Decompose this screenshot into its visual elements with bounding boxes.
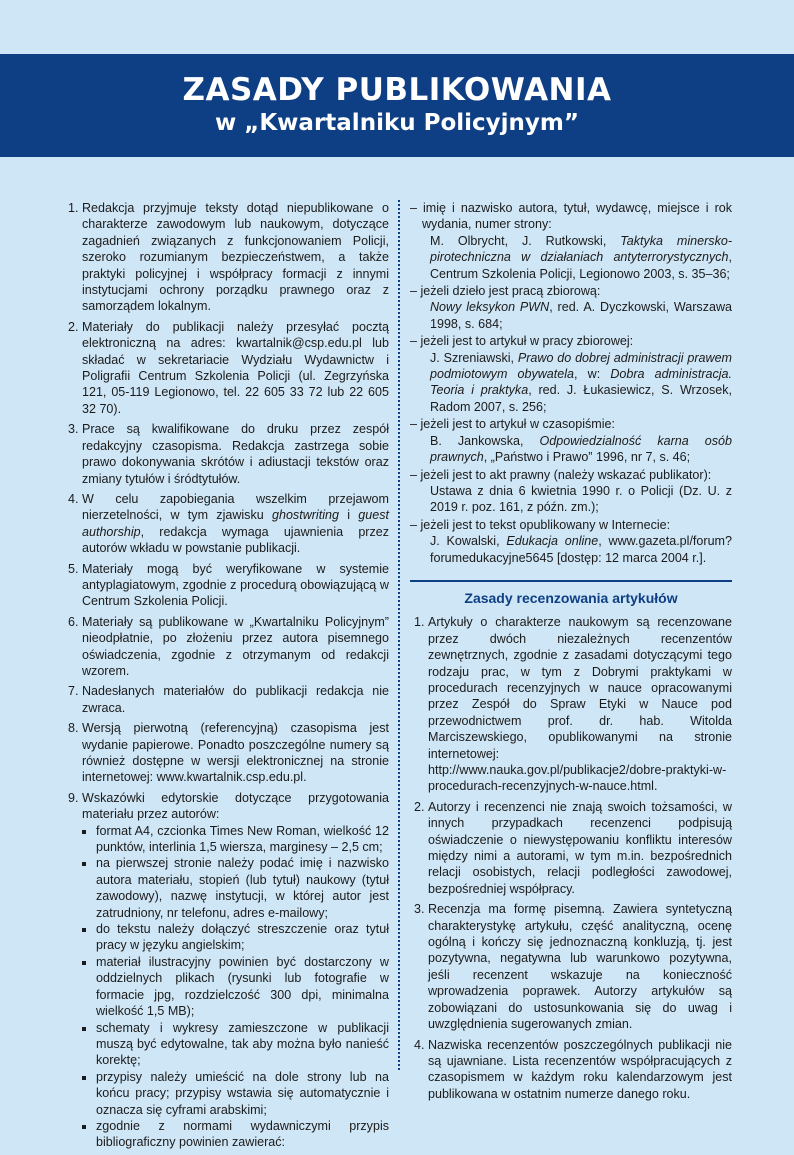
page-subtitle: w „Kwartalniku Policyjnym” xyxy=(214,110,580,136)
citation-example: J. Szreniawski, Prawo do dobrej administracji prawem podmiotowym obywatela, w: Dobra administracja. Teoria i praktyka, red. J. Łukasiewicz, S. Wrzosek, Radom 2007, s. 256; xyxy=(430,350,733,414)
guideline-item: ▪ przypisy należy umieścić na dole strony lub na końcu pracy; przypisy wstawia się automatycznie i oznacza się cyframi arabskimi; xyxy=(96,1069,389,1118)
column-divider xyxy=(398,200,400,1070)
citation-example: B. Jankowska, Odpowiedzialność karna osób prawnych, „Państwo i Prawo” 1996, nr 7, s. 46; xyxy=(430,433,732,465)
rule-text: W celu zapobiegania wszelkim przejawom nierzetelności, w tym zjawisku xyxy=(82,491,389,523)
rule-item xyxy=(82,790,389,1151)
guideline-item: ▪ na pierwszej stronie należy podać imię i nazwisko autora materiału, stopień (lub tytuł) naukowy (tytuł zawodowy), nazwę instytucji, w której autor jest zatrudniony, nr telefonu, adres e-mailowy; xyxy=(96,855,389,921)
publishing-rules-list xyxy=(62,200,389,1151)
rule-term: ghostwriting xyxy=(272,508,339,523)
citation-item xyxy=(410,200,732,282)
rule-item: 5. Materiały mogą być weryfikowane w systemie antyplagiatowym, zgodnie z procedurą obowiązującą w Centrum Szkolenia Policji. xyxy=(82,561,389,610)
review-section-title: Zasady recenzowania artykułów xyxy=(464,589,678,606)
page-title: ZASADY PUBLIKOWANIA xyxy=(182,72,612,108)
citation-item xyxy=(410,416,732,465)
rule-term: guest authorship xyxy=(82,508,389,539)
citation-examples-list xyxy=(410,200,732,566)
right-column xyxy=(410,200,732,1106)
rule-item: 1. Redakcja przyjmuje teksty dotąd niepublikowane o charakterze zawodowym lub naukowym, dotyczące zagadnień związanych z funkcjonowaniem Policji, szeroko rozumianym bezpieczeństwem, a także praktyki policyjnej i współpracy formacji z innymi instytucjami ochrony porządku prawnego oraz z samorządem lokalnym. xyxy=(82,200,389,315)
rule-text: i xyxy=(338,508,359,523)
citation-label: – jeżeli jest to akt prawny (należy wskazać publikator): xyxy=(410,467,712,482)
citation-label: – imię i nazwisko autora, tytuł, wydawcę, miejsce i rok wydania, numer strony: xyxy=(410,201,732,232)
citation-label: – jeżeli jest to tekst opublikowany w Internecie: xyxy=(410,517,671,532)
citation-item xyxy=(410,283,732,332)
review-item: 3. Recenzja ma formę pisemną. Zawiera syntetyczną charakterystykę artykułu, część analityczną, ocenę ogólną i kończy się jednoznaczną konkluzją, tj. jest pozytywna, negatywna lub warunkowo pozytywna, jeśli recenzent wskazuje na konieczność wprowadzenia poprawek. Autorzy artykułów są zobowiązani do ustosunkowania się do uwag i uwzględnienia sugerowanych zmian. xyxy=(428,901,732,1032)
guideline-item: ▪ do tekstu należy dołączyć streszczenie oraz tytuł pracy w języku angielskim; xyxy=(96,921,389,954)
rule-item: 8. Wersją pierwotną (referencyjną) czasopisma jest wydanie papierowe. Ponadto poszczególne numery są również dostępne w wersji elektronicznej na stronie internetowej: www.kwartalnik.csp.edu.pl. xyxy=(82,720,389,786)
rule-item: 2. Materiały do publikacji należy przesyłać pocztą elektroniczną na adres: kwartalnik@csp.edu.pl lub składać w sekretariacie Wydziału Wydawnictw i Poligrafii Centrum Szkolenia Policji (ul. Zegrzyńska 121, 05-119 Legionowo, tel. 22 605 33 72 lub 22 605 32 70). xyxy=(82,319,389,417)
guideline-item: ▪ format A4, czcionka Times New Roman, wielkość 12 punktów, interlinia 1,5 wiersza, marginesy – 2,5 cm; xyxy=(96,823,389,856)
citation-item xyxy=(410,467,732,516)
citation-example: Ustawa z dnia 6 kwietnia 1990 r. o Policji (Dz. U. z 2019 r. poz. 161, z późn. zm.); xyxy=(430,483,732,515)
review-item: 1. Artykuły o charakterze naukowym są recenzowane przez dwóch niezależnych recenzentów zewnętrznych, zgodnie z zasadami dotyczącymi tego rodzaju prac, w tym z Dobrymi praktykami w procedurach recenzyjnych w nauce opracowanymi przez Zespół do Spraw Etyki w Nauce pod przewodnictwem prof. dr. hab. Witolda Marciszewskiego, opublikowanymi na stronie internetowej: http://www.nauka.gov.pl/publikacje2/dobre-praktyki-w-procedurach-recenzyjnych-w-nauce.html. xyxy=(428,614,732,794)
guideline-item: ▪ materiał ilustracyjny powinien być dostarczony w oddzielnych plikach (rysunki lub fotografie w formacie jpg, rozdzielczość 300 dpi, minimalna wielkość 1,5 MB); xyxy=(96,954,389,1020)
left-column xyxy=(62,200,389,1155)
citation-item xyxy=(410,517,732,566)
citation-example: M. Olbrycht, J. Rutkowski, Taktyka minersko-pirotechniczna w działaniach antyterrorystycznych, Centrum Szkolenia Policji, Legionowo 2003, s. 35–36; xyxy=(430,233,733,281)
rule-item: 3. Prace są kwalifikowane do druku przez zespół redakcyjny czasopisma. Redakcja zastrzega sobie prawo dokonywania skrótów i adiustacji tekstów oraz zmiany tytułów i śródtytułów. xyxy=(82,421,389,487)
citation-label: – jeżeli dzieło jest pracą zbiorową: xyxy=(410,284,601,299)
review-rules-list xyxy=(410,614,732,1102)
section-rule xyxy=(410,580,732,582)
citation-example: J. Kowalski, Edukacja online, www.gazeta.pl/forum?forumedukacyjne5645 [dostęp: 12 marca 2004 r.]. xyxy=(430,534,732,565)
citation-label: – jeżeli jest to artykuł w czasopiśmie: xyxy=(410,417,616,432)
citation-item xyxy=(410,333,732,415)
guideline-item: ▪ schematy i wykresy zamieszczone w publikacji muszą być edytowalne, tak aby można było nanieść korektę; xyxy=(96,1020,389,1069)
review-item: 4. Nazwiska recenzentów poszczególnych publikacji nie są ujawniane. Lista recenzentów współpracujących z czasopismem w każdym roku kalendarzowym jest publikowana w ostatnim numerze danego roku. xyxy=(428,1037,732,1103)
citation-example: Nowy leksykon PWN, red. A. Dyczkowski, Warszawa 1998, s. 684; xyxy=(430,300,732,331)
citation-label: – jeżeli jest to artykuł w pracy zbiorowej: xyxy=(410,334,634,349)
editorial-guidelines-list xyxy=(82,823,389,1151)
rule-item: 6. Materiały są publikowane w „Kwartalniku Policyjnym” nieodpłatnie, po złożeniu przez autora pisemnego oświadczenia, zgodnie z otrzymanym od redakcji wzorem. xyxy=(82,614,389,680)
rule-item: 7. Nadesłanych materiałów do publikacji redakcja nie zwraca. xyxy=(82,683,389,716)
rule-text: , redakcja wymaga ujawnienia przez autorów wkładu w powstanie publikacji. xyxy=(82,524,389,556)
rule-item xyxy=(82,491,389,557)
rule-text: Wskazówki edytorskie dotyczące przygotowania materiału przez autorów: xyxy=(82,790,389,822)
review-item: 2. Autorzy i recenzenci nie znają swoich tożsamości, w innych przypadkach recenzenci podpisują oświadczenie o niewystępowaniu konfliktu interesów między nimi a autorami, w tym m.in. bezpośrednich relacji osobistych, relacji podległości zawodowej, bezpośredniej współpracy. xyxy=(428,799,732,897)
title-banner xyxy=(0,54,794,157)
guideline-item: ▪ zgodnie z normami wydawniczymi przypis bibliograficzny powinien zawierać: xyxy=(96,1118,389,1151)
